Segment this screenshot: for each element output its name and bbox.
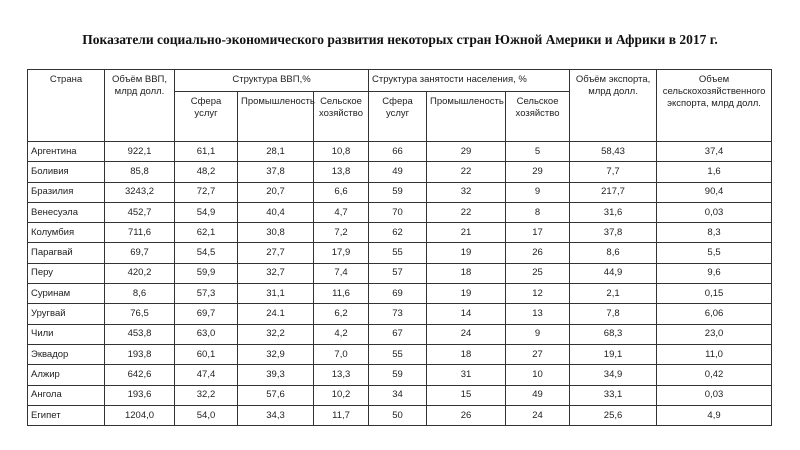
cell-gdp-industry: 27,7	[238, 243, 314, 263]
cell-emp-industry: 24	[427, 324, 506, 344]
cell-export: 58,43	[570, 142, 657, 162]
cell-emp-industry: 26	[427, 405, 506, 425]
cell-emp-agriculture: 27	[506, 344, 570, 364]
cell-gdp-services: 54,5	[175, 243, 238, 263]
cell-gdp-services: 54,9	[175, 202, 238, 222]
cell-country: Уругвай	[28, 304, 105, 324]
cell-emp-industry: 19	[427, 243, 506, 263]
cell-emp-services: 69	[369, 284, 427, 304]
cell-gdp-services: 69,7	[175, 304, 238, 324]
cell-gdp-industry: 32,7	[238, 263, 314, 283]
cell-agri-export: 9,6	[657, 263, 772, 283]
cell-agri-export: 11,0	[657, 344, 772, 364]
cell-country: Бразилия	[28, 182, 105, 202]
cell-emp-services: 49	[369, 162, 427, 182]
cell-export: 2,1	[570, 284, 657, 304]
cell-agri-export: 37,4	[657, 142, 772, 162]
header-gdp-agriculture: Сельское хозяйство	[314, 92, 369, 142]
cell-gdp: 922,1	[105, 142, 175, 162]
cell-gdp-industry: 30,8	[238, 223, 314, 243]
table-row	[28, 223, 772, 243]
table-row	[28, 243, 772, 263]
header-export: Объём экспорта, млрд долл.	[570, 70, 657, 142]
table-row	[28, 182, 772, 202]
cell-agri-export: 4,9	[657, 405, 772, 425]
cell-gdp: 69,7	[105, 243, 175, 263]
cell-emp-agriculture: 29	[506, 162, 570, 182]
cell-export: 7,8	[570, 304, 657, 324]
cell-gdp-agriculture: 7,4	[314, 263, 369, 283]
cell-gdp-industry: 32,2	[238, 324, 314, 344]
cell-gdp: 193,8	[105, 344, 175, 364]
cell-agri-export: 5,5	[657, 243, 772, 263]
cell-gdp-industry: 20,7	[238, 182, 314, 202]
cell-gdp: 452,7	[105, 202, 175, 222]
cell-gdp-agriculture: 6,6	[314, 182, 369, 202]
cell-emp-services: 62	[369, 223, 427, 243]
cell-gdp-services: 48,2	[175, 162, 238, 182]
header-agri-export: Объем сельскохозяйственного экспорта, млрд долл.	[657, 70, 772, 142]
cell-emp-agriculture: 25	[506, 263, 570, 283]
cell-agri-export: 90,4	[657, 182, 772, 202]
table-row	[28, 263, 772, 283]
cell-emp-industry: 14	[427, 304, 506, 324]
cell-emp-agriculture: 9	[506, 324, 570, 344]
cell-emp-industry: 22	[427, 162, 506, 182]
cell-gdp-agriculture: 10,8	[314, 142, 369, 162]
cell-emp-services: 57	[369, 263, 427, 283]
cell-agri-export: 6,06	[657, 304, 772, 324]
cell-gdp-services: 32,2	[175, 385, 238, 405]
cell-gdp-agriculture: 10,2	[314, 385, 369, 405]
cell-country: Алжир	[28, 365, 105, 385]
cell-gdp: 3243,2	[105, 182, 175, 202]
cell-emp-agriculture: 10	[506, 365, 570, 385]
cell-export: 31,6	[570, 202, 657, 222]
cell-emp-agriculture: 17	[506, 223, 570, 243]
cell-country: Перу	[28, 263, 105, 283]
cell-gdp: 642,6	[105, 365, 175, 385]
cell-gdp-agriculture: 7,0	[314, 344, 369, 364]
cell-emp-agriculture: 8	[506, 202, 570, 222]
cell-emp-industry: 18	[427, 344, 506, 364]
cell-gdp-agriculture: 11,7	[314, 405, 369, 425]
cell-emp-services: 67	[369, 324, 427, 344]
cell-export: 19,1	[570, 344, 657, 364]
header-emp-agriculture: Сельское хозяйство	[506, 92, 570, 142]
table-row	[28, 365, 772, 385]
cell-gdp-services: 54,0	[175, 405, 238, 425]
cell-country: Эквадор	[28, 344, 105, 364]
cell-gdp-agriculture: 4,7	[314, 202, 369, 222]
cell-gdp-industry: 40,4	[238, 202, 314, 222]
cell-agri-export: 0,15	[657, 284, 772, 304]
cell-export: 37,8	[570, 223, 657, 243]
cell-gdp-industry: 31,1	[238, 284, 314, 304]
cell-export: 68,3	[570, 324, 657, 344]
cell-emp-services: 50	[369, 405, 427, 425]
cell-emp-services: 66	[369, 142, 427, 162]
cell-gdp-industry: 39,3	[238, 365, 314, 385]
cell-gdp-agriculture: 13,3	[314, 365, 369, 385]
cell-gdp: 420,2	[105, 263, 175, 283]
table-row	[28, 202, 772, 222]
cell-gdp: 193,6	[105, 385, 175, 405]
cell-gdp-services: 72,7	[175, 182, 238, 202]
cell-emp-services: 34	[369, 385, 427, 405]
table-row	[28, 385, 772, 405]
cell-gdp: 453,8	[105, 324, 175, 344]
cell-emp-industry: 32	[427, 182, 506, 202]
cell-emp-industry: 31	[427, 365, 506, 385]
cell-gdp-services: 47,4	[175, 365, 238, 385]
cell-emp-services: 73	[369, 304, 427, 324]
cell-emp-services: 59	[369, 182, 427, 202]
cell-emp-services: 59	[369, 365, 427, 385]
header-emp-industry: Промышленость	[427, 92, 506, 142]
cell-country: Суринам	[28, 284, 105, 304]
cell-gdp-industry: 24.1	[238, 304, 314, 324]
cell-emp-industry: 29	[427, 142, 506, 162]
cell-gdp-services: 60,1	[175, 344, 238, 364]
cell-emp-agriculture: 12	[506, 284, 570, 304]
cell-gdp-services: 62,1	[175, 223, 238, 243]
cell-gdp-industry: 57,6	[238, 385, 314, 405]
cell-emp-agriculture: 24	[506, 405, 570, 425]
cell-agri-export: 23,0	[657, 324, 772, 344]
cell-country: Ангола	[28, 385, 105, 405]
cell-country: Колумбия	[28, 223, 105, 243]
cell-agri-export: 8,3	[657, 223, 772, 243]
table-row	[28, 284, 772, 304]
cell-gdp: 711,6	[105, 223, 175, 243]
cell-gdp-agriculture: 6,2	[314, 304, 369, 324]
table-row	[28, 162, 772, 182]
cell-emp-services: 55	[369, 243, 427, 263]
cell-gdp-industry: 34,3	[238, 405, 314, 425]
cell-gdp-industry: 28,1	[238, 142, 314, 162]
document-title: Показатели социально-экономического развития некоторых стран Южной Америки и Африки в 2017 г.	[82, 32, 718, 47]
cell-emp-industry: 21	[427, 223, 506, 243]
table-row	[28, 405, 772, 425]
table-row	[28, 344, 772, 364]
table-row	[28, 324, 772, 344]
cell-gdp-services: 57,3	[175, 284, 238, 304]
cell-gdp-industry: 32,9	[238, 344, 314, 364]
cell-agri-export: 0,42	[657, 365, 772, 385]
cell-country: Чили	[28, 324, 105, 344]
cell-country: Парагвай	[28, 243, 105, 263]
cell-emp-agriculture: 49	[506, 385, 570, 405]
cell-emp-industry: 18	[427, 263, 506, 283]
header-gdp-structure: Структура ВВП,%	[175, 70, 369, 92]
cell-emp-services: 55	[369, 344, 427, 364]
cell-gdp-agriculture: 7,2	[314, 223, 369, 243]
cell-country: Египет	[28, 405, 105, 425]
header-gdp-services: Сфера услуг	[175, 92, 238, 142]
cell-export: 34,9	[570, 365, 657, 385]
cell-export: 8,6	[570, 243, 657, 263]
cell-country: Венесуэла	[28, 202, 105, 222]
cell-gdp-agriculture: 13,8	[314, 162, 369, 182]
header-gdp-industry: Промышленость	[238, 92, 314, 142]
indicators-table	[27, 69, 772, 426]
cell-gdp-services: 63,0	[175, 324, 238, 344]
cell-export: 33,1	[570, 385, 657, 405]
cell-emp-services: 70	[369, 202, 427, 222]
header-employment-structure: Структура занятости населения, %	[369, 70, 570, 92]
cell-emp-agriculture: 9	[506, 182, 570, 202]
cell-gdp: 8,6	[105, 284, 175, 304]
cell-gdp: 1204,0	[105, 405, 175, 425]
cell-country: Аргентина	[28, 142, 105, 162]
cell-emp-industry: 15	[427, 385, 506, 405]
cell-export: 44,9	[570, 263, 657, 283]
cell-country: Боливия	[28, 162, 105, 182]
header-emp-services: Сфера услуг	[369, 92, 427, 142]
cell-emp-industry: 19	[427, 284, 506, 304]
cell-agri-export: 0,03	[657, 385, 772, 405]
cell-gdp-agriculture: 11,6	[314, 284, 369, 304]
cell-emp-industry: 22	[427, 202, 506, 222]
cell-gdp: 85,8	[105, 162, 175, 182]
cell-export: 217,7	[570, 182, 657, 202]
cell-gdp: 76,5	[105, 304, 175, 324]
table-row	[28, 304, 772, 324]
cell-gdp-agriculture: 4,2	[314, 324, 369, 344]
cell-gdp-services: 61,1	[175, 142, 238, 162]
cell-agri-export: 0,03	[657, 202, 772, 222]
cell-export: 25,6	[570, 405, 657, 425]
cell-gdp-services: 59,9	[175, 263, 238, 283]
cell-export: 7,7	[570, 162, 657, 182]
cell-agri-export: 1,6	[657, 162, 772, 182]
cell-gdp-agriculture: 17,9	[314, 243, 369, 263]
cell-emp-agriculture: 13	[506, 304, 570, 324]
table-row	[28, 142, 772, 162]
cell-emp-agriculture: 5	[506, 142, 570, 162]
cell-emp-agriculture: 26	[506, 243, 570, 263]
header-country: Страна	[28, 70, 105, 142]
header-gdp: Объём ВВП, млрд долл.	[105, 70, 175, 142]
cell-gdp-industry: 37,8	[238, 162, 314, 182]
